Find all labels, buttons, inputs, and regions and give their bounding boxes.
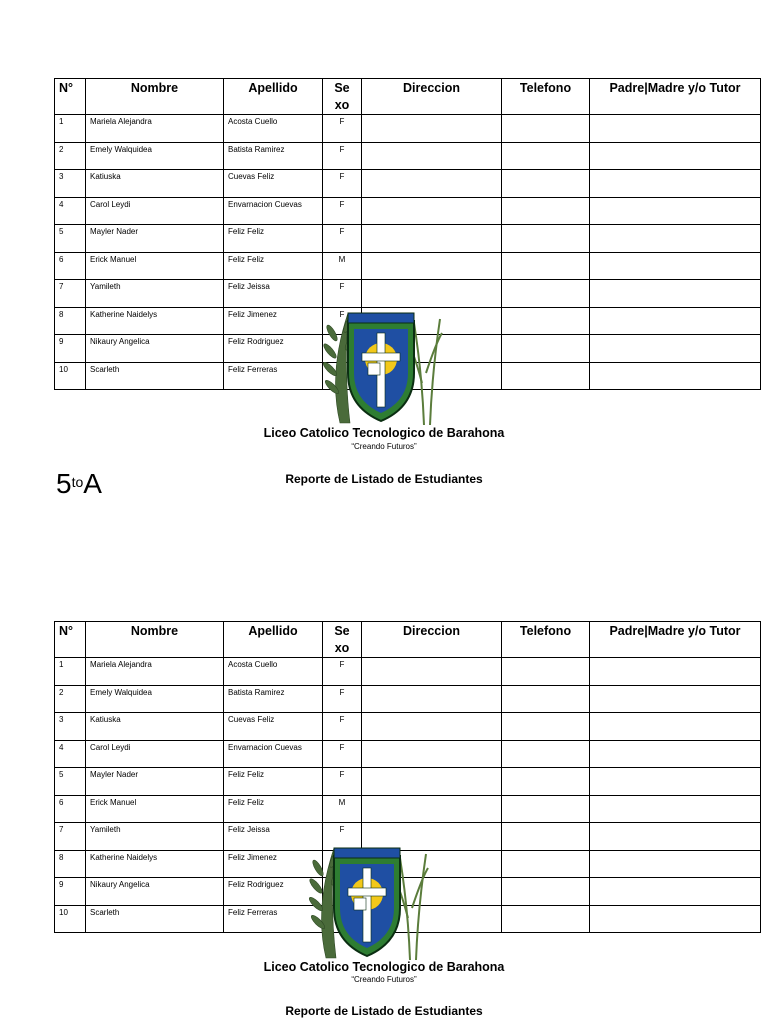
cell-sexo: F [323,307,362,335]
cell-num: 2 [55,685,86,713]
cell-direccion [362,658,502,686]
cell-telefono [502,740,590,768]
cell-apellido: Feliz Jimenez [224,307,323,335]
cell-sexo: M [323,795,362,823]
cell-direccion [362,713,502,741]
cell-sexo: M [323,252,362,280]
cell-tutor [590,658,761,686]
cell-nombre: Mariela Alejandra [86,115,224,143]
col-header-sexo: Sexo [323,622,362,658]
cell-nombre: Katherine Naidelys [86,850,224,878]
cell-num: 4 [55,197,86,225]
cell-apellido: Batista Ramirez [224,142,323,170]
table-row [55,768,761,796]
cell-nombre: Carol Leydi [86,740,224,768]
cell-sexo: F [323,685,362,713]
table-row [55,795,761,823]
table-header-row [55,622,761,658]
cell-num: 1 [55,115,86,143]
cell-apellido: Feliz Feliz [224,252,323,280]
school-crest-icon [304,838,430,964]
col-header-tutor: Padre|Madre y/o Tutor [590,79,761,115]
cell-apellido: Batista Ramirez [224,685,323,713]
cell-nombre: Scarleth [86,362,224,390]
col-header-direccion: Direccion [362,79,502,115]
report-title: Reporte de Listado de Estudiantes [285,472,483,486]
cell-apellido: Feliz Jeissa [224,280,323,308]
cell-num: 10 [55,905,86,933]
cell-nombre: Erick Manuel [86,252,224,280]
cell-num: 6 [55,795,86,823]
cell-num: 3 [55,170,86,198]
cell-sexo: F [323,740,362,768]
col-header-num: N° [55,79,86,115]
col-header-telefono: Telefono [502,622,590,658]
cell-tutor [590,740,761,768]
cell-nombre: Emely Walquidea [86,142,224,170]
cell-telefono [502,685,590,713]
col-header-num: N° [55,622,86,658]
cell-num: 8 [55,307,86,335]
cell-sexo: F [323,823,362,851]
col-header-tutor: Padre|Madre y/o Tutor [590,622,761,658]
report-title: Reporte de Listado de Estudiantes [285,1004,483,1018]
cell-apellido: Feliz Feliz [224,795,323,823]
cell-nombre: Katiuska [86,713,224,741]
cell-apellido: Feliz Feliz [224,225,323,253]
table-row [55,685,761,713]
cell-sexo: F [323,768,362,796]
cell-nombre: Mariela Alejandra [86,658,224,686]
cell-num: 1 [55,658,86,686]
cell-num: 4 [55,740,86,768]
cell-tutor [590,850,761,878]
cell-num: 5 [55,768,86,796]
cell-tutor [590,713,761,741]
school-motto: “Creando Futuros” [351,975,417,984]
cell-apellido: Envarnacion Cuevas [224,740,323,768]
cell-apellido: Cuevas Feliz [224,170,323,198]
cell-num: 7 [55,823,86,851]
cell-nombre: Nikaury Angelica [86,335,224,363]
cell-num: 3 [55,713,86,741]
cell-num: 9 [55,335,86,363]
cell-tutor [590,768,761,796]
cell-direccion [362,740,502,768]
cell-num: 2 [55,142,86,170]
cell-nombre: Scarleth [86,905,224,933]
cell-sexo: F [323,225,362,253]
table-row [55,713,761,741]
cell-nombre: Emely Walquidea [86,685,224,713]
cell-nombre: Carol Leydi [86,197,224,225]
cell-num: 9 [55,878,86,906]
cell-direccion [362,768,502,796]
cell-tutor [590,795,761,823]
cell-apellido: Acosta Cuello [224,658,323,686]
cell-sexo: F [323,713,362,741]
cell-direccion [362,795,502,823]
cell-nombre: Yamileth [86,280,224,308]
cell-telefono [502,658,590,686]
cell-apellido: Envarnacion Cuevas [224,197,323,225]
cell-apellido: Feliz Jeissa [224,823,323,851]
col-header-apellido: Apellido [224,622,323,658]
cell-tutor [590,905,761,933]
cell-direccion [362,685,502,713]
cell-tutor [590,685,761,713]
cell-telefono [502,713,590,741]
cell-nombre: Erick Manuel [86,795,224,823]
col-header-sexo: Sexo [323,79,362,115]
school-name: Liceo Catolico Tecnologico de Barahona [263,960,505,974]
school-motto: “Creando Futuros” [351,442,417,451]
cell-nombre: Yamileth [86,823,224,851]
table-row [55,740,761,768]
cell-num: 7 [55,280,86,308]
col-header-nombre: Nombre [86,622,224,658]
school-name: Liceo Catolico Tecnologico de Barahona [263,426,505,440]
grade-section: A [83,468,102,499]
cell-nombre: Katiuska [86,170,224,198]
cell-telefono [502,823,590,851]
cell-telefono [502,905,590,933]
cell-sexo: F [323,658,362,686]
grade-suffix: to [71,474,84,490]
cell-num: 5 [55,225,86,253]
cell-apellido: Feliz Rodriguez [224,878,323,906]
cell-nombre: Mayler Nader [86,225,224,253]
cell-telefono [502,878,590,906]
cell-apellido: Acosta Cuello [224,115,323,143]
col-header-telefono: Telefono [502,79,590,115]
cell-num: 10 [55,362,86,390]
cell-nombre: Nikaury Angelica [86,878,224,906]
cell-sexo: F [323,280,362,308]
col-header-direccion: Direccion [362,622,502,658]
table-row [55,658,761,686]
cell-apellido: Feliz Jimenez [224,850,323,878]
cell-apellido: Feliz Ferreras [224,905,323,933]
cell-num: 8 [55,850,86,878]
cell-sexo: F [323,115,362,143]
cell-telefono [502,768,590,796]
cell-apellido: Feliz Feliz [224,768,323,796]
cell-tutor [590,878,761,906]
cell-num: 6 [55,252,86,280]
cell-telefono [502,795,590,823]
cell-apellido: Feliz Rodriguez [224,335,323,363]
cell-sexo: F [323,197,362,225]
col-header-apellido: Apellido [224,79,323,115]
cell-sexo: F [323,170,362,198]
cell-apellido: Cuevas Feliz [224,713,323,741]
cell-sexo: F [323,142,362,170]
cell-tutor [590,823,761,851]
cell-nombre: Katherine Naidelys [86,307,224,335]
col-header-nombre: Nombre [86,79,224,115]
cell-nombre: Mayler Nader [86,768,224,796]
cell-apellido: Feliz Ferreras [224,362,323,390]
cell-telefono [502,850,590,878]
grade-number: 5 [56,468,72,499]
